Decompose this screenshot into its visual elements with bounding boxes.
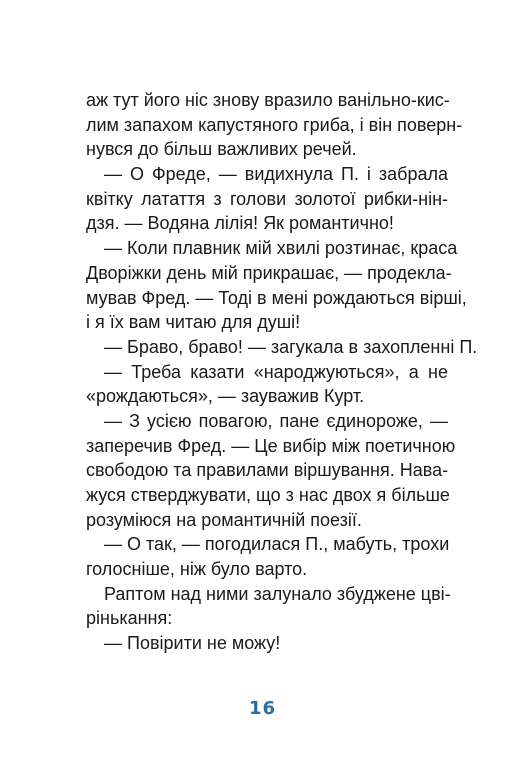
text-line: лим запахом капустяного гриба, і він поверн- bbox=[86, 114, 463, 135]
text-line: голосніше, ніж було варто. bbox=[86, 559, 308, 580]
text-line: нувся до більш важливих речей. bbox=[86, 139, 357, 160]
text-line: заперечив Фред. — Це вибір між поетичною bbox=[86, 435, 456, 456]
text-line: жуся стверджувати, що з нас двох я більше bbox=[86, 485, 450, 505]
text-line: свободою та правилами віршування. Нава- bbox=[86, 460, 449, 481]
text-line: — О так, — погодилася П., мабуть, трохи bbox=[104, 534, 450, 555]
text-line: квітку латаття з голови золотої рибки-нін- bbox=[86, 188, 448, 209]
text-line: — З усією повагою, пане єдинороже, — bbox=[104, 410, 448, 431]
text-line: — Треба казати «народжуються», а не bbox=[104, 361, 448, 382]
text-line: мував Фред. — Тоді в мені рождаються вірші, bbox=[86, 287, 467, 308]
text-line: дзя. — Водяна лілія! Як романтично! bbox=[86, 213, 394, 234]
text-line: Дворіжки день мій прикрашає, — продекла- bbox=[86, 262, 452, 283]
text-line: «рождаються», — зауважив Курт. bbox=[86, 386, 365, 407]
text-line: рінькання: bbox=[86, 608, 173, 629]
text-line: аж тут його ніс знову вразило ванільно-кис- bbox=[86, 90, 450, 110]
text-line: — Коли плавник мій хвилі розтинає, краса bbox=[104, 238, 458, 259]
body-text bbox=[86, 88, 478, 656]
text-line: розуміюся на романтичній поезії. bbox=[86, 509, 362, 530]
page-number: 16 bbox=[248, 698, 277, 719]
text-line: і я їх вам читаю для душі! bbox=[86, 312, 301, 333]
text-line: Раптом над ними залунало збуджене цві- bbox=[104, 583, 451, 604]
text-line: — Повірити не можу! bbox=[104, 633, 281, 654]
text-line: — Браво, браво! — загукала в захопленні П. bbox=[104, 336, 478, 357]
text-line: — О Фреде, — видихнула П. і забрала bbox=[104, 164, 448, 185]
